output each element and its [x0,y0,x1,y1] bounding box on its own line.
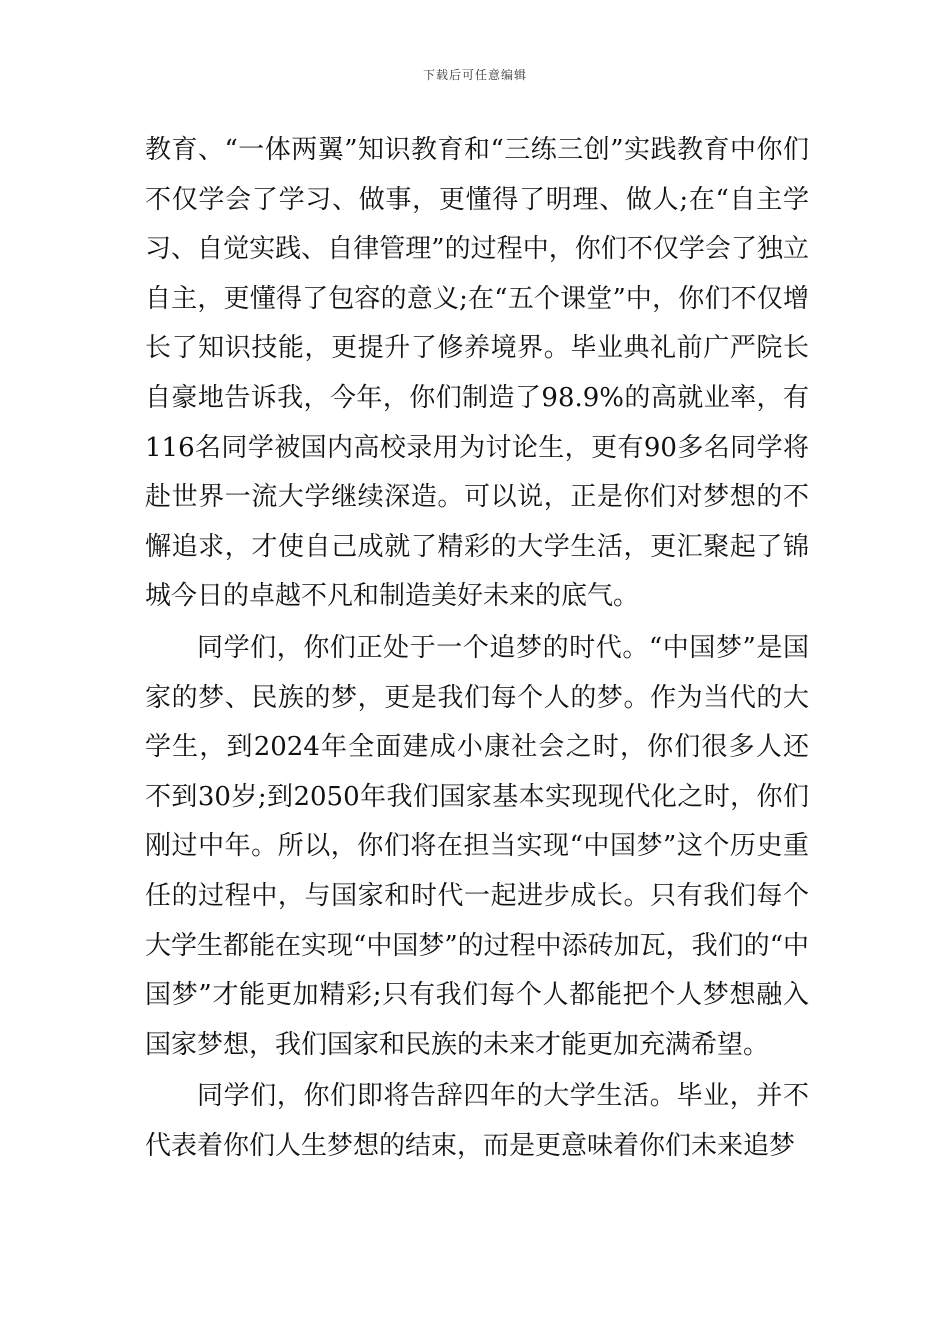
page-header: 下载后可任意编辑 [422,68,527,82]
paragraph-chinese-dream: 同学们，你们正处于一个追梦的时代。“中国梦”是国家的梦、民族的梦，更是我们每个人的梦。作为当代的大学生，到2024年全面建成小康社会之时，你们很多人还不到30岁;到2050年我们国家基本实现现代化之时，你们刚过中年。所以，你们将在担当实现“中国梦”这个历史重任的过程中，与国家和时代一起进步成长。只有我们每个大学生都能在实现“中国梦”的过程中添砖加瓦，我们的“中国梦”才能更加精彩;只有我们每个人都能把个人梦想融入国家梦想，我们国家和民族的未来才能更加充满希望。 [145,632,809,1060]
document-body [145,126,809,1171]
paragraph-graduation: 同学们，你们即将告辞四年的大学生活。毕业，并不代表着你们人生梦想的结束，而是更意味着你们未来追梦 [145,1081,809,1161]
paragraph-continued: 教育、“一体两翼”知识教育和“三练三创”实践教育中你们不仅学会了学习、做事，更懂得了明理、做人;在“自主学习、自觉实践、自律管理”的过程中，你们不仅学会了独立自主，更懂得了包容的意义;在“五个课堂”中，你们不仅增长了知识技能，更提升了修养境界。毕业典礼前广严院长自豪地告诉我，今年，你们制造了98.9%的高就业率，有116名同学被国内高校录用为讨论生，更有90多名同学将赴世界一流大学继续深造。可以说，正是你们对梦想的不懈追求，才使自己成就了精彩的大学生活，更汇聚起了锦城今日的卓越不凡和制造美好未来的底气。 [145,135,809,612]
